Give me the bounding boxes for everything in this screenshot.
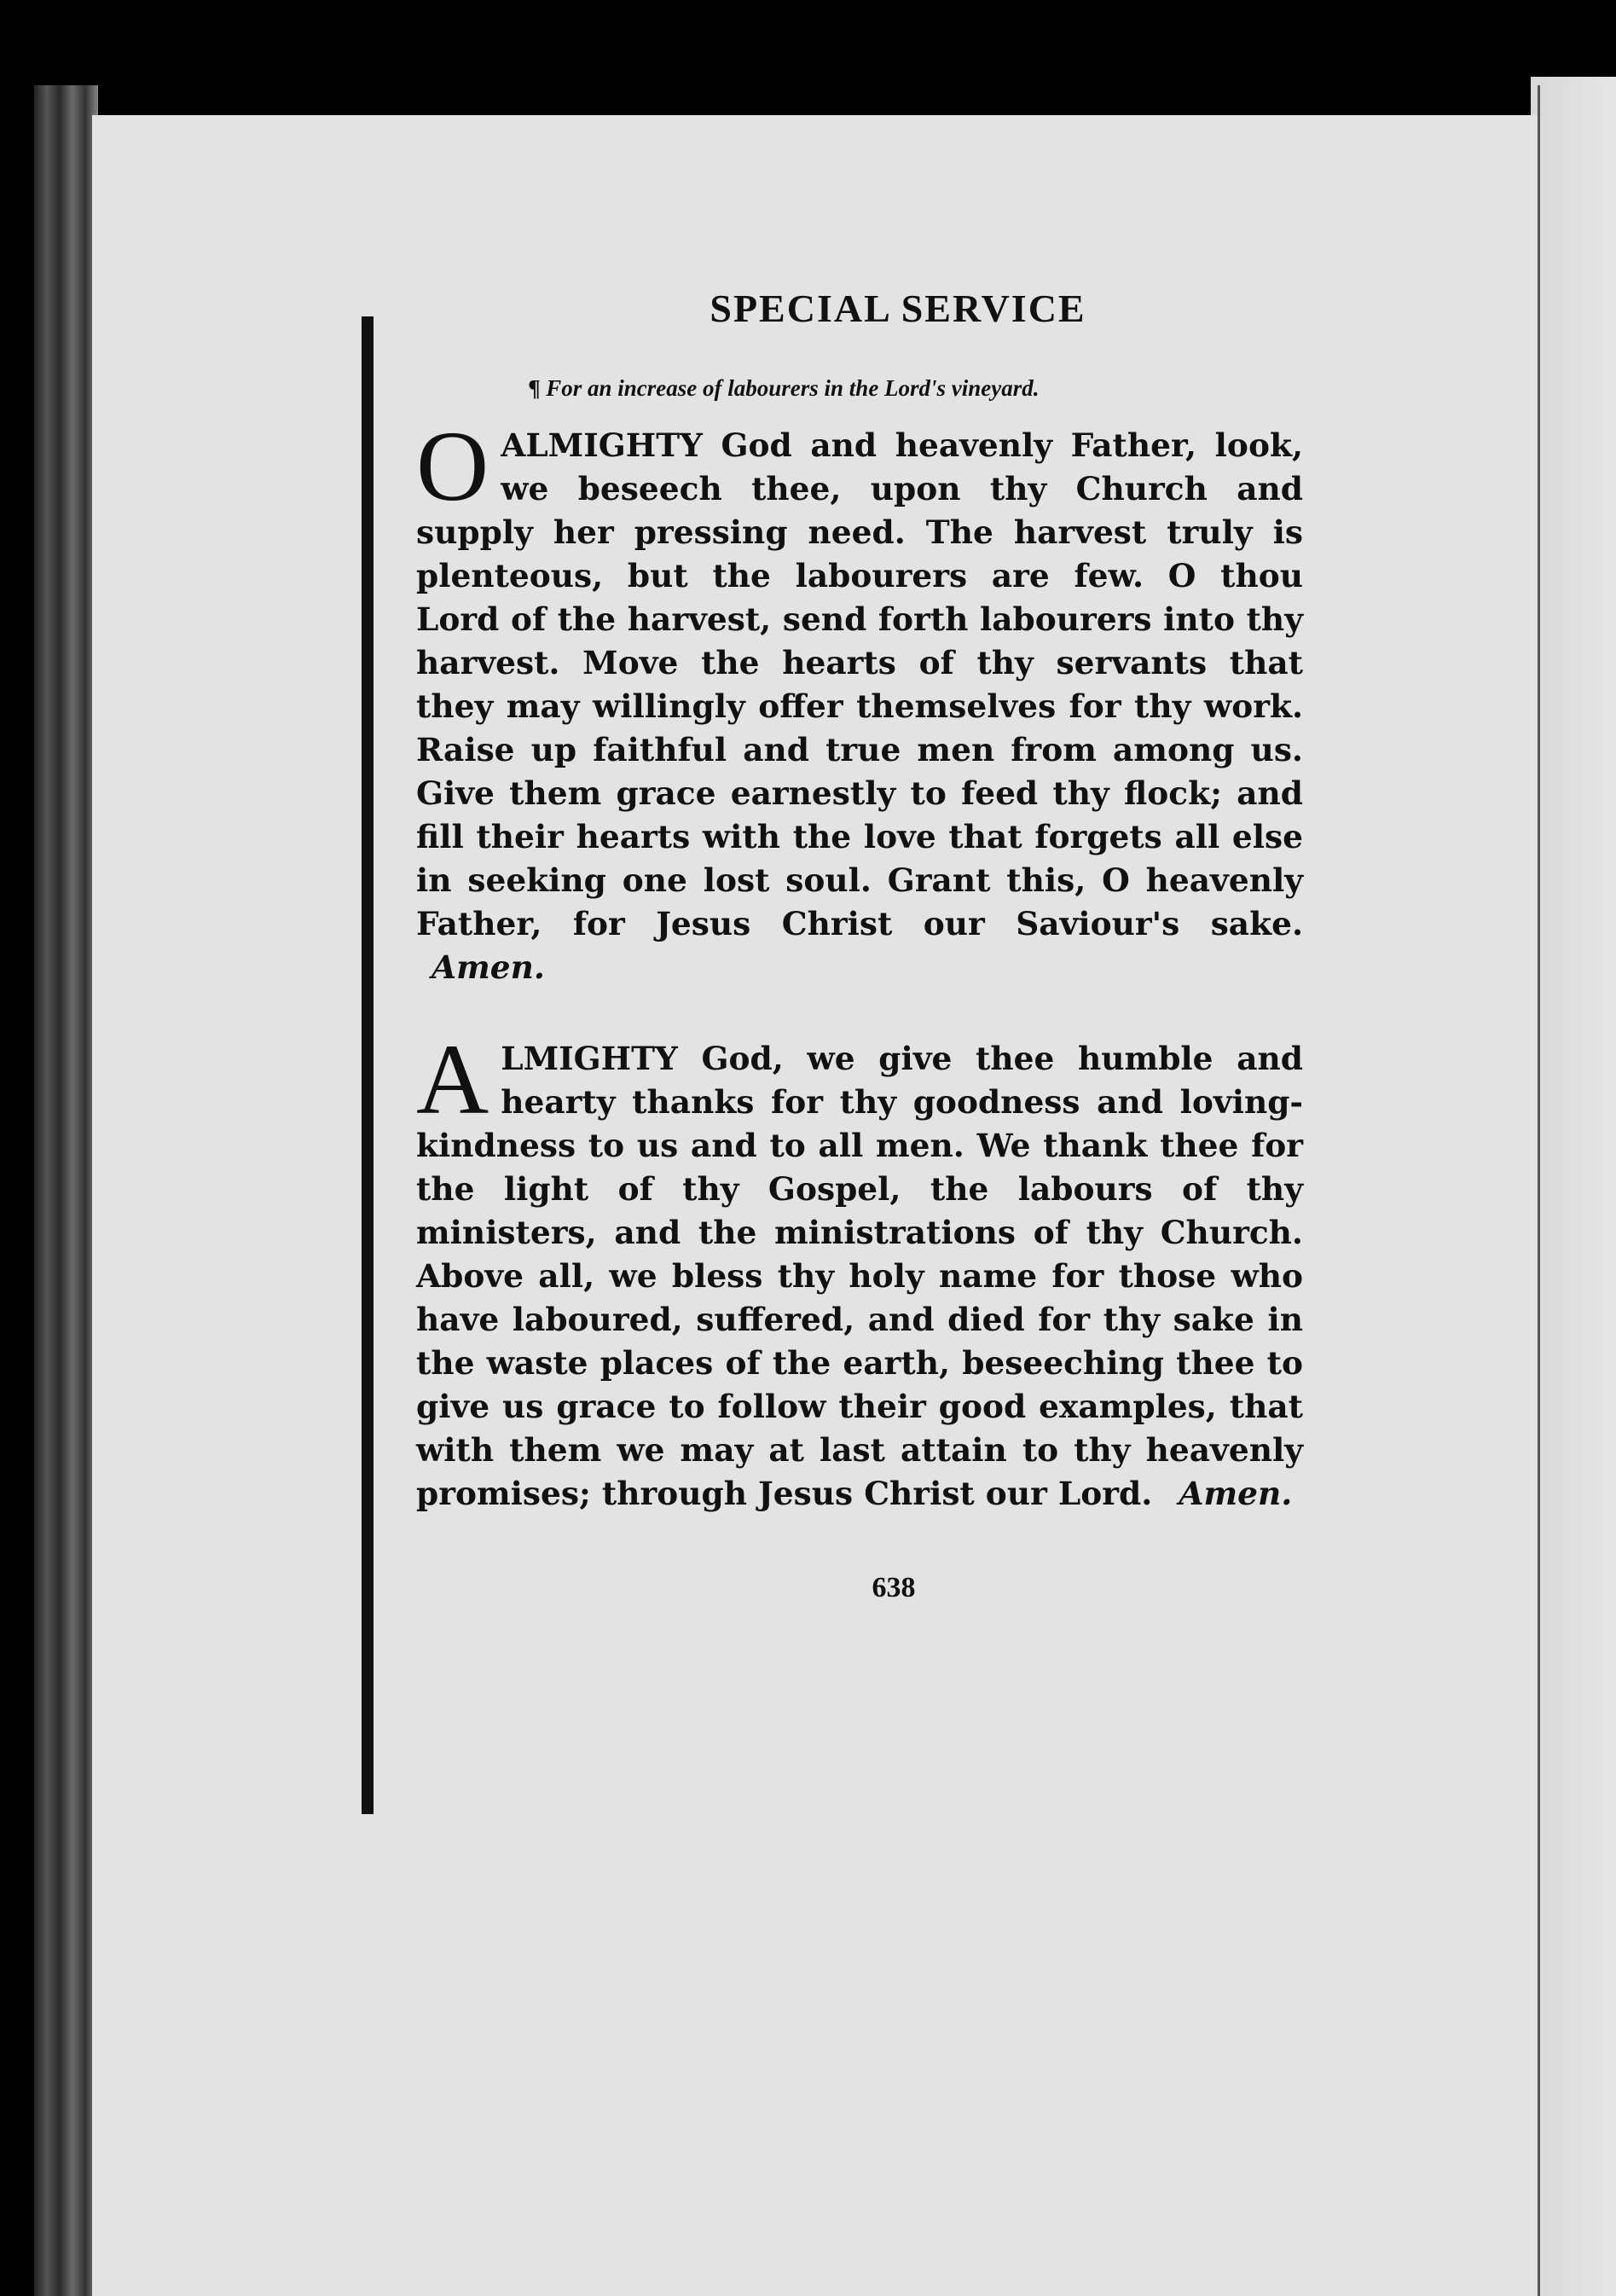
- text-block: [416, 286, 1303, 1604]
- drop-cap-2: A: [416, 1023, 489, 1135]
- pilcrow-icon: ¶: [529, 375, 541, 401]
- margin-rule: [362, 316, 374, 1814]
- prayer-2-amen: Amen.: [1179, 1475, 1293, 1512]
- prayer-1: [416, 410, 1303, 989]
- prayer-1-amen: Amen.: [432, 948, 545, 986]
- drop-cap-1: O: [416, 410, 489, 522]
- rubric: [529, 375, 1303, 402]
- book-spine: [34, 85, 98, 2296]
- page-number: 638: [872, 1572, 916, 1603]
- prayer-2: [416, 1023, 1303, 1516]
- page-title: SPECIAL SERVICE: [710, 287, 1086, 330]
- page-edge-line: [1538, 85, 1540, 2296]
- book-page: [92, 115, 1538, 2296]
- rubric-text: For an increase of labourers in the Lord's vineyard.: [546, 375, 1040, 401]
- prayer-2-text: LMIGHTY God, we give thee humble and hearty thanks for thy goodness and loving-kindness to us and to all men. We thank thee for the light of thy Gospel, the labours of thy ministers, and the ministrations of thy Church. Above all, we bless thy holy name for those who have laboured, suffered, and died for thy sake in the waste places of the earth, beseeching thee to give us grace to follow their good examples, that with them we may at last attain to thy heavenly promises; through Jesus Christ our Lord.: [416, 1040, 1303, 1512]
- prayer-1-text: ALMIGHTY God and heavenly Father, look, we beseech thee, upon thy Church and supply her pressing need. The harvest truly is plenteous, but the labourers are few. O thou Lord of the harvest, send forth labourers into thy harvest. Move the hearts of thy servants that they may willingly offer themselves for thy work. Raise up faithful and true men from among us. Give them grace earnestly to feed thy flock; and fill their hearts with the love that forgets all else in seeking one lost soul. Grant this, O heavenly Father, for Jesus Christ our Saviour's sake.: [416, 426, 1303, 942]
- book-edge-right: [1531, 77, 1616, 2296]
